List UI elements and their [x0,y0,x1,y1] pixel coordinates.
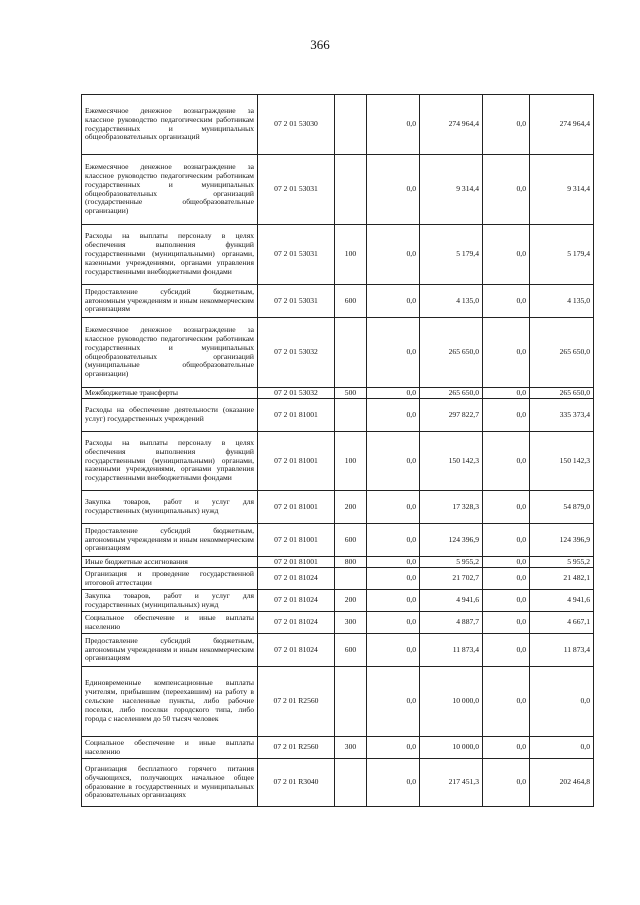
row-value-3: 0,0 [483,225,530,285]
row-code: 07 2 01 81001 [258,524,335,557]
row-name: Социальное обеспечение и иные выплаты населению [82,737,258,759]
table-row [82,388,594,399]
row-expense-type [335,399,367,432]
row-value-3: 0,0 [483,399,530,432]
row-value-1: 0,0 [367,491,420,524]
row-value-3: 0,0 [483,612,530,634]
row-value-3: 0,0 [483,285,530,318]
table-row [82,524,594,557]
row-code: 07 2 01 81001 [258,399,335,432]
row-value-1: 0,0 [367,634,420,667]
row-value-2: 4 135,0 [420,285,483,318]
row-value-2: 274 964,4 [420,95,483,155]
row-value-4: 274 964,4 [530,95,594,155]
row-expense-type [335,667,367,737]
row-value-4: 5 955,2 [530,557,594,568]
row-value-3: 0,0 [483,759,530,807]
row-value-1: 0,0 [367,667,420,737]
table-row [82,590,594,612]
row-code: 07 2 01 81024 [258,612,335,634]
row-value-4: 265 650,0 [530,388,594,399]
row-value-1: 0,0 [367,524,420,557]
row-value-2: 265 650,0 [420,388,483,399]
row-value-3: 0,0 [483,95,530,155]
row-expense-type: 600 [335,524,367,557]
row-value-1: 0,0 [367,737,420,759]
table-row [82,318,594,388]
row-expense-type: 100 [335,432,367,491]
row-value-2: 10 000,0 [420,667,483,737]
row-value-2: 21 702,7 [420,568,483,590]
table-row [82,737,594,759]
row-code: 07 2 01 53031 [258,155,335,225]
row-value-2: 17 328,3 [420,491,483,524]
row-value-1: 0,0 [367,590,420,612]
row-value-1: 0,0 [367,432,420,491]
row-code: 07 2 01 53032 [258,318,335,388]
row-value-4: 11 873,4 [530,634,594,667]
row-name: Организация бесплатного горячего питания обучающихся, получающих начальное общее образование в государственных и муниципальных образовательных организациях [82,759,258,807]
budget-table [81,94,594,807]
row-value-4: 4 667,1 [530,612,594,634]
row-value-2: 9 314,4 [420,155,483,225]
row-code: 07 2 01 R3040 [258,759,335,807]
row-name: Межбюджетные трансферты [82,388,258,399]
row-expense-type: 100 [335,225,367,285]
row-value-2: 4 941,6 [420,590,483,612]
row-value-3: 0,0 [483,491,530,524]
table-row [82,285,594,318]
row-value-1: 0,0 [367,155,420,225]
row-value-2: 4 887,7 [420,612,483,634]
row-expense-type: 200 [335,590,367,612]
row-value-4: 21 482,1 [530,568,594,590]
row-value-2: 124 396,9 [420,524,483,557]
row-value-3: 0,0 [483,432,530,491]
table-row [82,759,594,807]
table-row [82,667,594,737]
row-expense-type: 500 [335,388,367,399]
row-expense-type [335,95,367,155]
row-value-4: 4 941,6 [530,590,594,612]
row-value-4: 54 879,0 [530,491,594,524]
row-value-3: 0,0 [483,737,530,759]
row-value-2: 5 955,2 [420,557,483,568]
row-code: 07 2 01 81024 [258,568,335,590]
row-value-4: 124 396,9 [530,524,594,557]
row-expense-type: 300 [335,612,367,634]
table-row [82,399,594,432]
row-expense-type [335,568,367,590]
row-value-3: 0,0 [483,557,530,568]
row-code: 07 2 01 81001 [258,491,335,524]
row-value-3: 0,0 [483,590,530,612]
row-value-1: 0,0 [367,285,420,318]
row-value-3: 0,0 [483,634,530,667]
row-expense-type: 300 [335,737,367,759]
row-code: 07 2 01 R2560 [258,737,335,759]
row-name: Расходы на выплаты персоналу в целях обеспечения выполнения функций государственными (муниципальными) органами, казенными учреждениями, органами управления государственными внебюджетными фондами [82,432,258,491]
row-name: Иные бюджетные ассигнования [82,557,258,568]
row-expense-type: 200 [335,491,367,524]
table-row [82,568,594,590]
row-name: Организация и проведение государственной итоговой аттестации [82,568,258,590]
row-code: 07 2 01 53031 [258,285,335,318]
row-code: 07 2 01 81001 [258,432,335,491]
row-value-3: 0,0 [483,568,530,590]
row-name: Закупка товаров, работ и услуг для государственных (муниципальных) нужд [82,491,258,524]
table-row [82,612,594,634]
row-expense-type: 600 [335,285,367,318]
table-row [82,95,594,155]
row-expense-type [335,155,367,225]
row-name: Расходы на выплаты персоналу в целях обеспечения выполнения функций государственными (муниципальными) органами, казенными учреждениями, органами управления государственными внебюджетными фондами [82,225,258,285]
row-expense-type: 600 [335,634,367,667]
table-row [82,155,594,225]
row-name: Закупка товаров, работ и услуг для государственных (муниципальных) нужд [82,590,258,612]
row-expense-type [335,318,367,388]
row-code: 07 2 01 R2560 [258,667,335,737]
row-code: 07 2 01 81024 [258,590,335,612]
row-code: 07 2 01 53030 [258,95,335,155]
row-value-3: 0,0 [483,524,530,557]
row-value-2: 297 822,7 [420,399,483,432]
row-value-2: 11 873,4 [420,634,483,667]
row-value-3: 0,0 [483,667,530,737]
table-row [82,491,594,524]
row-value-1: 0,0 [367,759,420,807]
row-value-4: 9 314,4 [530,155,594,225]
row-value-2: 265 650,0 [420,318,483,388]
row-expense-type [335,759,367,807]
table-row [82,432,594,491]
row-value-3: 0,0 [483,318,530,388]
table-row [82,557,594,568]
row-value-3: 0,0 [483,388,530,399]
row-value-1: 0,0 [367,399,420,432]
row-name: Расходы на обеспечение деятельности (оказание услуг) государственных учреждений [82,399,258,432]
row-name: Ежемесячное денежное вознаграждение за классное руководство педагогическим работникам государственных и муниципальных общеобразовательных организаций [82,95,258,155]
table-row [82,225,594,285]
row-name: Предоставление субсидий бюджетным, автономным учреждениям и иным некоммерческим организациям [82,524,258,557]
row-value-4: 0,0 [530,737,594,759]
row-code: 07 2 01 53032 [258,388,335,399]
row-code: 07 2 01 81001 [258,557,335,568]
page-number: 366 [310,37,330,52]
row-value-1: 0,0 [367,318,420,388]
row-value-4: 335 373,4 [530,399,594,432]
row-code: 07 2 01 81024 [258,634,335,667]
row-name: Ежемесячное денежное вознаграждение за классное руководство педагогическим работникам государственных и муниципальных общеобразовательных организаций (муниципальные общеобразовательные организации) [82,318,258,388]
row-value-4: 0,0 [530,667,594,737]
row-value-1: 0,0 [367,225,420,285]
row-value-4: 150 142,3 [530,432,594,491]
row-expense-type: 800 [335,557,367,568]
row-value-4: 4 135,0 [530,285,594,318]
row-name: Единовременные компенсационные выплаты учителям, прибывшим (переехавшим) на работу в сельские населенные пункты, либо рабочие поселки, либо поселки городского типа, либо города с населением до 50 тысяч человек [82,667,258,737]
row-value-4: 265 650,0 [530,318,594,388]
row-value-1: 0,0 [367,568,420,590]
row-value-2: 217 451,3 [420,759,483,807]
row-value-4: 5 179,4 [530,225,594,285]
row-name: Социальное обеспечение и иные выплаты населению [82,612,258,634]
row-name: Предоставление субсидий бюджетным, автономным учреждениям и иным некоммерческим организациям [82,285,258,318]
row-value-1: 0,0 [367,612,420,634]
row-value-2: 10 000,0 [420,737,483,759]
table-row [82,634,594,667]
row-value-1: 0,0 [367,557,420,568]
row-code: 07 2 01 53031 [258,225,335,285]
row-value-1: 0,0 [367,388,420,399]
row-value-2: 5 179,4 [420,225,483,285]
row-value-3: 0,0 [483,155,530,225]
row-value-1: 0,0 [367,95,420,155]
row-name: Ежемесячное денежное вознаграждение за классное руководство педагогическим работникам государственных и муниципальных общеобразовательных организаций (государственные общеобразовательные организации) [82,155,258,225]
row-value-2: 150 142,3 [420,432,483,491]
row-name: Предоставление субсидий бюджетным, автономным учреждениям и иным некоммерческим организациям [82,634,258,667]
row-value-4: 202 464,8 [530,759,594,807]
